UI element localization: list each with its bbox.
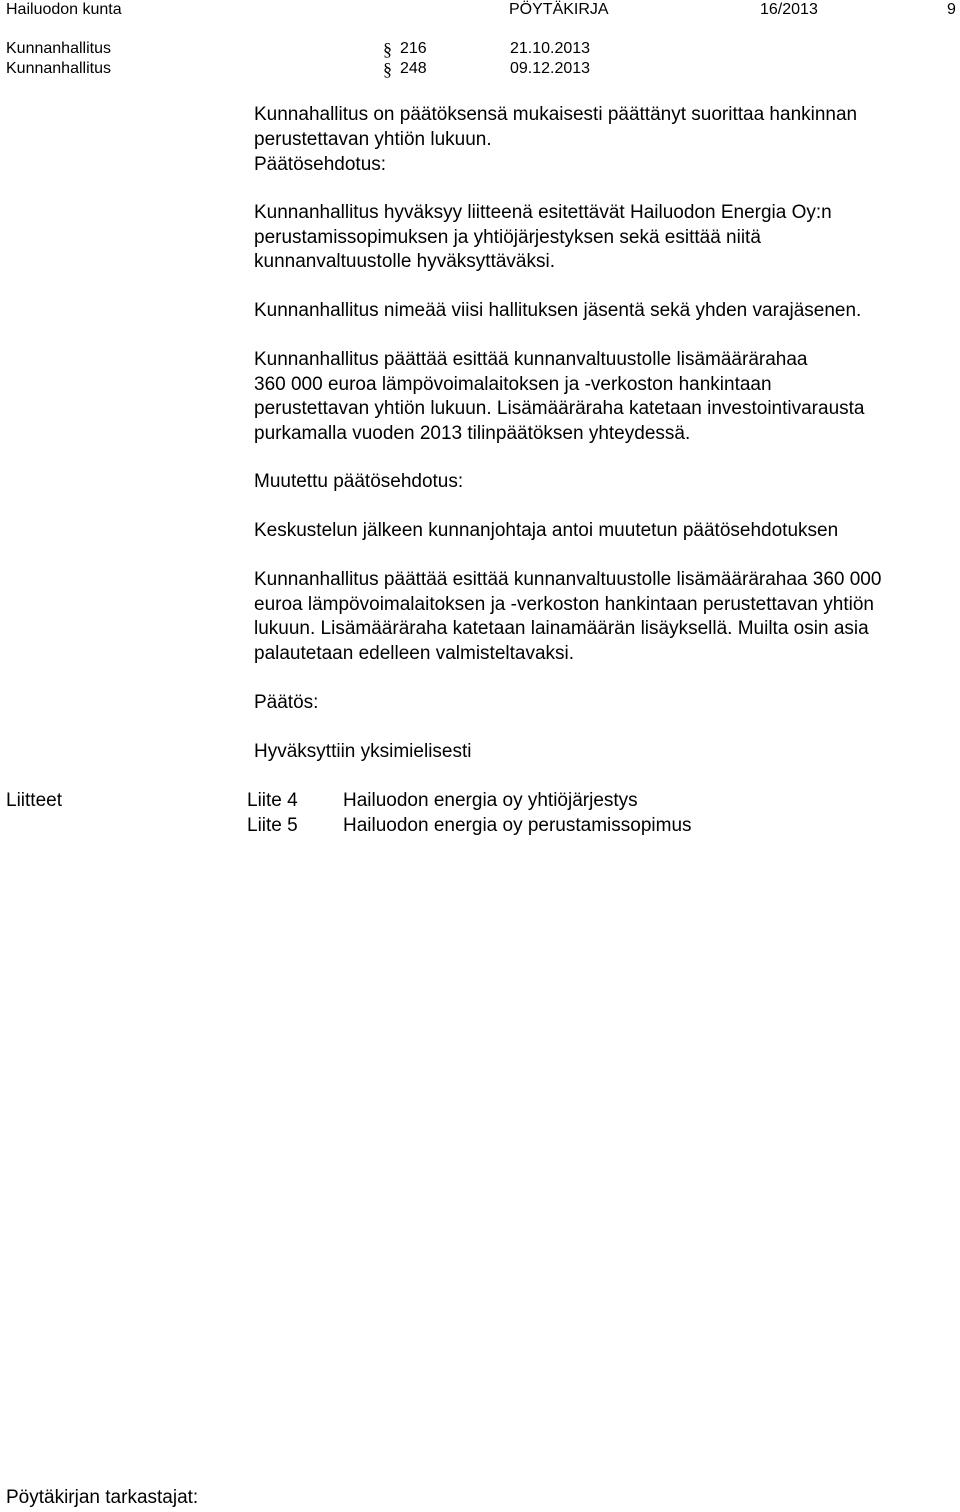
text-line: lukuun. Lisämääräraha katetaan lainamäärän lisäyksellä. Muilta osin asia (254, 618, 869, 639)
text-line: Kunnanhallitus päättää esittää kunnanvaltuustolle lisämäärärahaa 360 000 (254, 569, 882, 590)
amended-paragraph-1: Keskustelun jälkeen kunnanjohtaja antoi muutetun päätösehdotuksen (254, 520, 839, 541)
proposal-paragraph-1 (254, 201, 954, 275)
reference-section: 248 (400, 60, 427, 77)
reference-date: 21.10.2013 (510, 40, 591, 57)
header-document-type: PÖYTÄKIRJA (509, 1, 609, 18)
text-line: Kunnanhallitus hyväksyy liitteenä esitettävät Hailuodon Energia Oy:n (254, 202, 832, 223)
text-line: euroa lämpövoimalaitoksen ja -verkoston hankintaan perustettavan yhtiön (254, 593, 874, 615)
header-page-number: 9 (947, 1, 956, 18)
reference-body: Kunnanhallitus (6, 40, 111, 57)
svg-text:§: § (383, 59, 392, 79)
attachment-id: Liite 5 (247, 815, 298, 836)
text-line: kunnanvaltuustolle hyväksyttäväksi. (254, 251, 555, 272)
reference-section: 216 (400, 40, 427, 57)
decision-text: Hyväksyttiin yksimielisesti (254, 741, 472, 762)
section-sign-icon (381, 58, 401, 80)
text-line: perustamissopimuksen ja yhtiöjärjestyksen sekä esittää niitä (254, 226, 761, 248)
intro-paragraph (254, 103, 954, 152)
proposal-heading: Päätösehdotus: (254, 154, 387, 175)
header-document-number: 16/2013 (760, 1, 818, 18)
attachment-title: Hailuodon energia oy perustamissopimus (343, 815, 692, 836)
svg-text:§: § (383, 39, 392, 59)
attachments-label: Liitteet (6, 790, 62, 811)
text-line: palautetaan edelleen valmisteltavaksi. (254, 642, 575, 664)
decision-heading: Päätös: (254, 692, 319, 713)
reference-body: Kunnanhallitus (6, 60, 111, 77)
text-line: perustettavan yhtiön lukuun. (254, 128, 492, 150)
proposal-paragraph-3 (254, 348, 954, 446)
proposal-paragraph-2: Kunnanhallitus nimeää viisi hallituksen jäsentä sekä yhden varajäsenen. (254, 300, 862, 321)
text-line: 360 000 euroa lämpövoimalaitoksen ja -verkoston hankintaan (254, 373, 772, 395)
reference-date: 09.12.2013 (510, 60, 591, 77)
attachment-title: Hailuodon energia oy yhtiöjärjestys (343, 790, 638, 811)
footer-reviewers-label: Pöytäkirjan tarkastajat: (6, 1487, 199, 1508)
section-sign-icon (381, 38, 401, 60)
header-organization: Hailuodon kunta (6, 1, 122, 18)
text-line: purkamalla vuoden 2013 tilinpäätöksen yhteydessä. (254, 422, 691, 444)
attachment-id: Liite 4 (247, 790, 298, 811)
text-line: Kunnanhallitus päättää esittää kunnanvaltuustolle lisämäärärahaa (254, 349, 808, 370)
text-line: perustettavan yhtiön lukuun. Lisämääräraha katetaan investointivarausta (254, 398, 865, 419)
amended-proposal-heading: Muutettu päätösehdotus: (254, 471, 464, 492)
text-line: Kunnahallitus on päätöksensä mukaisesti päättänyt suorittaa hankinnan (254, 104, 858, 125)
amended-paragraph-2 (254, 568, 954, 666)
